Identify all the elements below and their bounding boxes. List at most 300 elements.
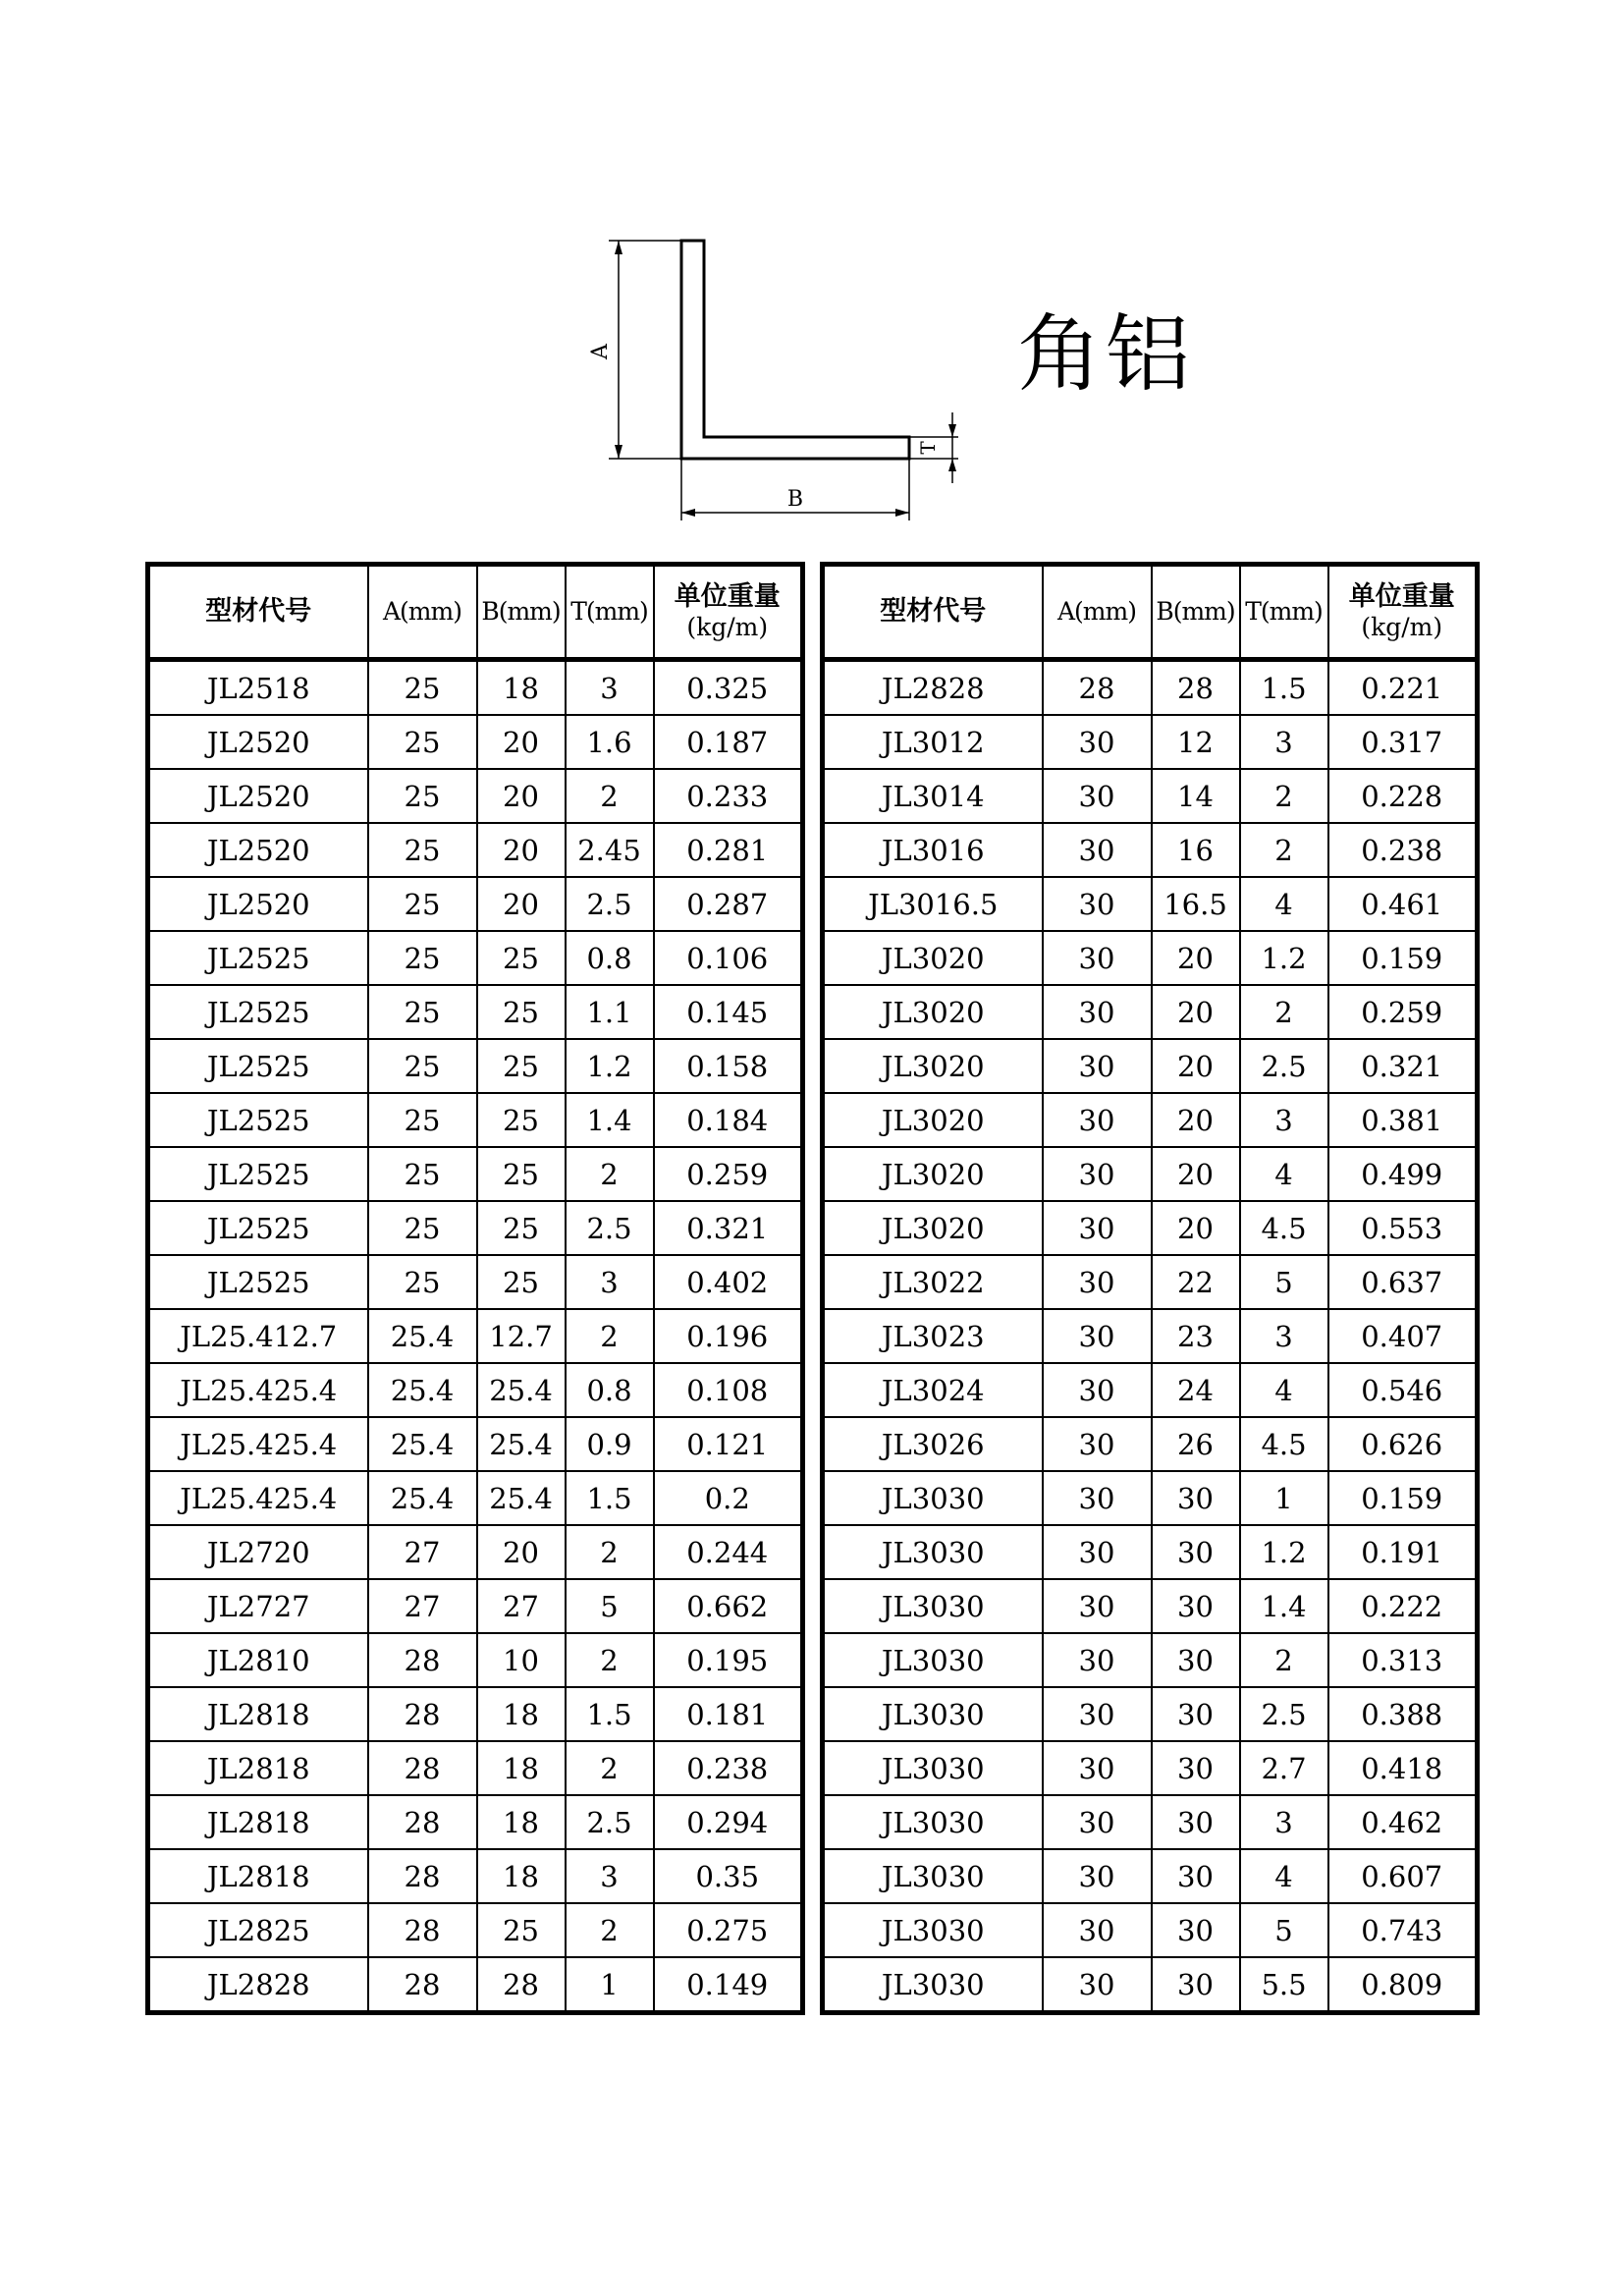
table-row — [823, 1093, 1478, 1147]
cell-a: 30 — [1043, 1417, 1152, 1471]
cell-profile-code: JL2727 — [148, 1579, 368, 1633]
cell-b: 25 — [477, 1201, 566, 1255]
table-row — [823, 1525, 1478, 1579]
cell-profile-code: JL2520 — [148, 769, 368, 823]
cell-unit-weight: 0.553 — [1328, 1201, 1478, 1255]
cell-unit-weight: 0.626 — [1328, 1417, 1478, 1471]
cell-t: 2 — [566, 769, 654, 823]
cell-a: 25 — [368, 660, 477, 716]
cell-t: 2 — [566, 1147, 654, 1201]
cell-unit-weight: 0.2 — [654, 1471, 803, 1525]
cell-profile-code: JL3016.5 — [823, 877, 1043, 931]
cell-t: 2.7 — [1240, 1741, 1328, 1795]
cell-a: 25 — [368, 1255, 477, 1309]
table-row — [823, 769, 1478, 823]
cell-b: 30 — [1152, 1957, 1240, 2013]
cell-b: 16 — [1152, 823, 1240, 877]
cell-a: 25.4 — [368, 1309, 477, 1363]
cell-b: 20 — [1152, 1039, 1240, 1093]
cell-b: 30 — [1152, 1741, 1240, 1795]
cell-b: 25 — [477, 1147, 566, 1201]
table-row — [148, 1795, 803, 1849]
cell-unit-weight: 0.461 — [1328, 877, 1478, 931]
cell-b: 20 — [1152, 1201, 1240, 1255]
cell-unit-weight: 0.145 — [654, 985, 803, 1039]
cell-a: 28 — [368, 1741, 477, 1795]
cell-t: 2 — [566, 1525, 654, 1579]
cell-b: 30 — [1152, 1471, 1240, 1525]
header-profile-code: 型材代号 — [148, 565, 368, 660]
cell-t: 5 — [566, 1579, 654, 1633]
header-a-mm: A(mm) — [368, 565, 477, 660]
table-row — [823, 660, 1478, 716]
table-row — [823, 1633, 1478, 1687]
cell-unit-weight: 0.662 — [654, 1579, 803, 1633]
table-row — [823, 1417, 1478, 1471]
cell-a: 25 — [368, 1039, 477, 1093]
cell-a: 25 — [368, 985, 477, 1039]
cell-b: 18 — [477, 1741, 566, 1795]
table-row — [148, 877, 803, 931]
cell-unit-weight: 0.287 — [654, 877, 803, 931]
table-row — [148, 1741, 803, 1795]
cell-a: 28 — [1043, 660, 1152, 716]
header-b-mm: B(mm) — [477, 565, 566, 660]
cell-unit-weight: 0.233 — [654, 769, 803, 823]
cell-a: 28 — [368, 1795, 477, 1849]
cell-b: 25.4 — [477, 1471, 566, 1525]
cell-a: 30 — [1043, 1255, 1152, 1309]
cell-unit-weight: 0.381 — [1328, 1093, 1478, 1147]
cell-profile-code: JL25.425.4 — [148, 1363, 368, 1417]
cell-t: 4 — [1240, 877, 1328, 931]
cell-profile-code: JL3030 — [823, 1795, 1043, 1849]
cell-a: 30 — [1043, 931, 1152, 985]
cell-unit-weight: 0.313 — [1328, 1633, 1478, 1687]
table-row — [823, 877, 1478, 931]
cell-a: 25.4 — [368, 1471, 477, 1525]
cell-a: 30 — [1043, 1741, 1152, 1795]
table-row — [148, 1903, 803, 1957]
cell-b: 25 — [477, 1255, 566, 1309]
cell-a: 30 — [1043, 823, 1152, 877]
cell-b: 20 — [1152, 931, 1240, 985]
cell-b: 30 — [1152, 1849, 1240, 1903]
cell-unit-weight: 0.191 — [1328, 1525, 1478, 1579]
cell-a: 30 — [1043, 877, 1152, 931]
cell-unit-weight: 0.546 — [1328, 1363, 1478, 1417]
cell-profile-code: JL3020 — [823, 1147, 1043, 1201]
cell-a: 27 — [368, 1579, 477, 1633]
cell-profile-code: JL2520 — [148, 823, 368, 877]
table-row — [148, 715, 803, 769]
cell-b: 30 — [1152, 1687, 1240, 1741]
cell-t: 2 — [1240, 985, 1328, 1039]
cell-a: 28 — [368, 1849, 477, 1903]
cell-profile-code: JL3024 — [823, 1363, 1043, 1417]
table-row — [823, 931, 1478, 985]
cell-profile-code: JL2525 — [148, 985, 368, 1039]
table-row — [148, 1363, 803, 1417]
angle-profile-outline — [681, 241, 909, 459]
cell-b: 22 — [1152, 1255, 1240, 1309]
cell-b: 25.4 — [477, 1363, 566, 1417]
table-row — [148, 769, 803, 823]
table-row — [823, 1255, 1478, 1309]
cell-profile-code: JL2810 — [148, 1633, 368, 1687]
cell-profile-code: JL3023 — [823, 1309, 1043, 1363]
cell-t: 4 — [1240, 1147, 1328, 1201]
cell-profile-code: JL25.425.4 — [148, 1417, 368, 1471]
cell-b: 10 — [477, 1633, 566, 1687]
cell-a: 30 — [1043, 1201, 1152, 1255]
cell-a: 30 — [1043, 985, 1152, 1039]
table-row — [823, 1957, 1478, 2013]
cell-t: 1.4 — [1240, 1579, 1328, 1633]
cell-profile-code: JL2525 — [148, 1093, 368, 1147]
cell-profile-code: JL3016 — [823, 823, 1043, 877]
cell-profile-code: JL3030 — [823, 1741, 1043, 1795]
table-row — [148, 1471, 803, 1525]
cell-unit-weight: 0.275 — [654, 1903, 803, 1957]
cell-b: 20 — [1152, 1093, 1240, 1147]
cell-profile-code: JL3020 — [823, 1093, 1043, 1147]
cell-t: 5 — [1240, 1903, 1328, 1957]
table-row — [148, 823, 803, 877]
cell-b: 25 — [477, 1093, 566, 1147]
table-row — [823, 1741, 1478, 1795]
cell-t: 3 — [1240, 1309, 1328, 1363]
cell-profile-code: JL3030 — [823, 1849, 1043, 1903]
cell-t: 1.2 — [1240, 1525, 1328, 1579]
cell-profile-code: JL2828 — [823, 660, 1043, 716]
table-row — [148, 1525, 803, 1579]
cell-profile-code: JL3020 — [823, 1201, 1043, 1255]
cell-a: 30 — [1043, 1849, 1152, 1903]
header-unit-weight — [1328, 565, 1478, 660]
table-row — [148, 1849, 803, 1903]
cell-unit-weight: 0.196 — [654, 1309, 803, 1363]
cell-b: 16.5 — [1152, 877, 1240, 931]
table-row — [148, 931, 803, 985]
cell-b: 14 — [1152, 769, 1240, 823]
cell-t: 5 — [1240, 1255, 1328, 1309]
cell-a: 25 — [368, 1147, 477, 1201]
cell-t: 2 — [1240, 823, 1328, 877]
cell-b: 18 — [477, 660, 566, 716]
cell-b: 12 — [1152, 715, 1240, 769]
cell-unit-weight: 0.238 — [1328, 823, 1478, 877]
cell-a: 30 — [1043, 769, 1152, 823]
table-row — [148, 1687, 803, 1741]
table-row — [148, 1039, 803, 1093]
cell-profile-code: JL2720 — [148, 1525, 368, 1579]
cell-b: 20 — [1152, 1147, 1240, 1201]
table-row — [148, 1093, 803, 1147]
cell-unit-weight: 0.321 — [1328, 1039, 1478, 1093]
table-row — [823, 1471, 1478, 1525]
cell-unit-weight: 0.743 — [1328, 1903, 1478, 1957]
cell-a: 25.4 — [368, 1417, 477, 1471]
cell-profile-code: JL3030 — [823, 1579, 1043, 1633]
cell-b: 28 — [1152, 660, 1240, 716]
cell-profile-code: JL2525 — [148, 1147, 368, 1201]
table-header-row — [823, 565, 1478, 660]
table-row — [823, 1903, 1478, 1957]
dimension-b-arrow-right — [895, 509, 909, 517]
cell-unit-weight: 0.388 — [1328, 1687, 1478, 1741]
cell-profile-code: JL2818 — [148, 1795, 368, 1849]
cell-t: 0.8 — [566, 1363, 654, 1417]
spec-table-right — [820, 562, 1480, 2015]
header-t-mm: T(mm) — [1240, 565, 1328, 660]
cell-t: 2.5 — [1240, 1687, 1328, 1741]
cell-profile-code: JL3030 — [823, 1957, 1043, 2013]
cell-profile-code: JL2525 — [148, 1039, 368, 1093]
cell-a: 25 — [368, 769, 477, 823]
cell-a: 28 — [368, 1687, 477, 1741]
header-profile-code: 型材代号 — [823, 565, 1043, 660]
spec-table-left — [145, 562, 805, 2015]
cell-b: 26 — [1152, 1417, 1240, 1471]
cell-t: 1.5 — [566, 1471, 654, 1525]
cell-b: 25 — [477, 985, 566, 1039]
cell-t: 1.2 — [1240, 931, 1328, 985]
table-row — [823, 1039, 1478, 1093]
cell-t: 1.6 — [566, 715, 654, 769]
cell-b: 25 — [477, 1903, 566, 1957]
dimension-t-arrow-bottom — [948, 459, 956, 471]
angle-profile-diagram — [579, 226, 992, 530]
cell-profile-code: JL2818 — [148, 1741, 368, 1795]
cell-a: 25 — [368, 931, 477, 985]
cell-unit-weight: 0.121 — [654, 1417, 803, 1471]
cell-profile-code: JL3014 — [823, 769, 1043, 823]
table-row — [823, 1363, 1478, 1417]
cell-a: 30 — [1043, 1687, 1152, 1741]
cell-t: 3 — [566, 1255, 654, 1309]
table-row — [823, 1687, 1478, 1741]
cell-unit-weight: 0.228 — [1328, 769, 1478, 823]
cell-profile-code: JL3012 — [823, 715, 1043, 769]
cell-t: 1.5 — [566, 1687, 654, 1741]
cell-b: 20 — [477, 877, 566, 931]
cell-profile-code: JL2520 — [148, 715, 368, 769]
cell-unit-weight: 0.158 — [654, 1039, 803, 1093]
cell-unit-weight: 0.317 — [1328, 715, 1478, 769]
cell-a: 28 — [368, 1633, 477, 1687]
cell-profile-code: JL2520 — [148, 877, 368, 931]
cell-unit-weight: 0.321 — [654, 1201, 803, 1255]
cell-unit-weight: 0.281 — [654, 823, 803, 877]
cell-profile-code: JL3022 — [823, 1255, 1043, 1309]
cell-profile-code: JL2828 — [148, 1957, 368, 2013]
header-unit-weight-label: 单位重量 — [1348, 580, 1455, 612]
cell-a: 30 — [1043, 1525, 1152, 1579]
cell-t: 3 — [1240, 1795, 1328, 1849]
cell-a: 30 — [1043, 1633, 1152, 1687]
cell-t: 2 — [566, 1741, 654, 1795]
cell-b: 20 — [477, 769, 566, 823]
cell-unit-weight: 0.221 — [1328, 660, 1478, 716]
cell-a: 30 — [1043, 715, 1152, 769]
cell-a: 30 — [1043, 1795, 1152, 1849]
cell-t: 2.5 — [566, 877, 654, 931]
cell-profile-code: JL3026 — [823, 1417, 1043, 1471]
cell-profile-code: JL2525 — [148, 1255, 368, 1309]
cell-a: 30 — [1043, 1147, 1152, 1201]
cell-profile-code: JL2525 — [148, 1201, 368, 1255]
cell-a: 30 — [1043, 1579, 1152, 1633]
cell-t: 2.5 — [1240, 1039, 1328, 1093]
cell-t: 2.45 — [566, 823, 654, 877]
cell-unit-weight: 0.809 — [1328, 1957, 1478, 2013]
cell-b: 28 — [477, 1957, 566, 2013]
table-row — [148, 1417, 803, 1471]
table-row — [823, 1579, 1478, 1633]
cell-b: 12.7 — [477, 1309, 566, 1363]
cell-a: 30 — [1043, 1903, 1152, 1957]
table-row — [148, 1147, 803, 1201]
table-row — [823, 1201, 1478, 1255]
cell-b: 27 — [477, 1579, 566, 1633]
cell-t: 1.5 — [1240, 660, 1328, 716]
cell-unit-weight: 0.35 — [654, 1849, 803, 1903]
cell-t: 4.5 — [1240, 1417, 1328, 1471]
cell-t: 4.5 — [1240, 1201, 1328, 1255]
cell-b: 25 — [477, 1039, 566, 1093]
cell-b: 25.4 — [477, 1417, 566, 1471]
cell-a: 25 — [368, 1201, 477, 1255]
cell-profile-code: JL25.425.4 — [148, 1471, 368, 1525]
cell-unit-weight: 0.294 — [654, 1795, 803, 1849]
cell-a: 25 — [368, 877, 477, 931]
header-a-mm: A(mm) — [1043, 565, 1152, 660]
cell-b: 18 — [477, 1687, 566, 1741]
header-unit-weight-unit: (kg/m) — [686, 613, 769, 642]
cell-t: 2 — [1240, 769, 1328, 823]
cell-b: 24 — [1152, 1363, 1240, 1417]
cell-a: 28 — [368, 1957, 477, 2013]
table-row — [823, 1147, 1478, 1201]
cell-b: 18 — [477, 1849, 566, 1903]
cell-unit-weight: 0.159 — [1328, 1471, 1478, 1525]
cell-unit-weight: 0.402 — [654, 1255, 803, 1309]
cell-profile-code: JL3030 — [823, 1687, 1043, 1741]
cell-a: 25 — [368, 1093, 477, 1147]
table-row — [823, 715, 1478, 769]
header-unit-weight-unit: (kg/m) — [1361, 613, 1443, 642]
table-row — [823, 1849, 1478, 1903]
cell-a: 28 — [368, 1903, 477, 1957]
cell-t: 2.5 — [566, 1201, 654, 1255]
cell-b: 30 — [1152, 1525, 1240, 1579]
table-row — [148, 985, 803, 1039]
cell-t: 0.9 — [566, 1417, 654, 1471]
cell-unit-weight: 0.325 — [654, 660, 803, 716]
cell-t: 4 — [1240, 1849, 1328, 1903]
cell-unit-weight: 0.418 — [1328, 1741, 1478, 1795]
table-row — [823, 1309, 1478, 1363]
cell-unit-weight: 0.187 — [654, 715, 803, 769]
cell-t: 5.5 — [1240, 1957, 1328, 2013]
cell-t: 3 — [1240, 1093, 1328, 1147]
cell-t: 2 — [566, 1633, 654, 1687]
cell-profile-code: JL25.412.7 — [148, 1309, 368, 1363]
cell-b: 30 — [1152, 1633, 1240, 1687]
dimension-t-arrow-top — [948, 424, 956, 437]
table-row — [148, 1579, 803, 1633]
cell-unit-weight: 0.607 — [1328, 1849, 1478, 1903]
cell-profile-code: JL2818 — [148, 1687, 368, 1741]
cell-a: 30 — [1043, 1039, 1152, 1093]
cell-profile-code: JL3020 — [823, 985, 1043, 1039]
cell-t: 1.2 — [566, 1039, 654, 1093]
header-t-mm: T(mm) — [566, 565, 654, 660]
cell-unit-weight: 0.181 — [654, 1687, 803, 1741]
cell-b: 20 — [477, 823, 566, 877]
table-row — [823, 1795, 1478, 1849]
cell-t: 3 — [1240, 715, 1328, 769]
cell-a: 25 — [368, 715, 477, 769]
cell-t: 2.5 — [566, 1795, 654, 1849]
cell-unit-weight: 0.238 — [654, 1741, 803, 1795]
cell-unit-weight: 0.108 — [654, 1363, 803, 1417]
dimension-b-label: B — [786, 487, 804, 512]
cell-b: 30 — [1152, 1795, 1240, 1849]
cell-b: 30 — [1152, 1903, 1240, 1957]
cell-b: 30 — [1152, 1579, 1240, 1633]
cell-a: 30 — [1043, 1363, 1152, 1417]
table-row — [148, 1309, 803, 1363]
dimension-a-arrow-bottom — [615, 445, 622, 459]
table-row — [823, 823, 1478, 877]
cell-profile-code: JL3020 — [823, 931, 1043, 985]
dimension-t-label: T — [916, 441, 940, 455]
cell-b: 18 — [477, 1795, 566, 1849]
cell-unit-weight: 0.244 — [654, 1525, 803, 1579]
cell-a: 30 — [1043, 1309, 1152, 1363]
table-row — [148, 1957, 803, 2013]
cell-b: 20 — [1152, 985, 1240, 1039]
cell-profile-code: JL3030 — [823, 1903, 1043, 1957]
table-row — [823, 985, 1478, 1039]
cell-unit-weight: 0.407 — [1328, 1309, 1478, 1363]
page-title: 角铝 — [1017, 305, 1194, 404]
cell-unit-weight: 0.259 — [1328, 985, 1478, 1039]
cell-t: 2 — [566, 1903, 654, 1957]
cell-unit-weight: 0.462 — [1328, 1795, 1478, 1849]
cell-unit-weight: 0.184 — [654, 1093, 803, 1147]
cell-a: 25.4 — [368, 1363, 477, 1417]
table-body — [823, 660, 1478, 2013]
table-row — [148, 1633, 803, 1687]
table-body — [148, 660, 803, 2013]
cell-t: 1.4 — [566, 1093, 654, 1147]
cell-a: 30 — [1043, 1957, 1152, 2013]
table-header-row — [148, 565, 803, 660]
cell-unit-weight: 0.195 — [654, 1633, 803, 1687]
dimension-b-arrow-left — [681, 509, 695, 517]
cell-profile-code: JL2525 — [148, 931, 368, 985]
dimension-a-arrow-top — [615, 241, 622, 254]
cell-b: 20 — [477, 1525, 566, 1579]
cell-unit-weight: 0.222 — [1328, 1579, 1478, 1633]
cell-a: 30 — [1043, 1471, 1152, 1525]
cell-t: 2 — [1240, 1633, 1328, 1687]
cell-profile-code: JL2818 — [148, 1849, 368, 1903]
cell-unit-weight: 0.637 — [1328, 1255, 1478, 1309]
